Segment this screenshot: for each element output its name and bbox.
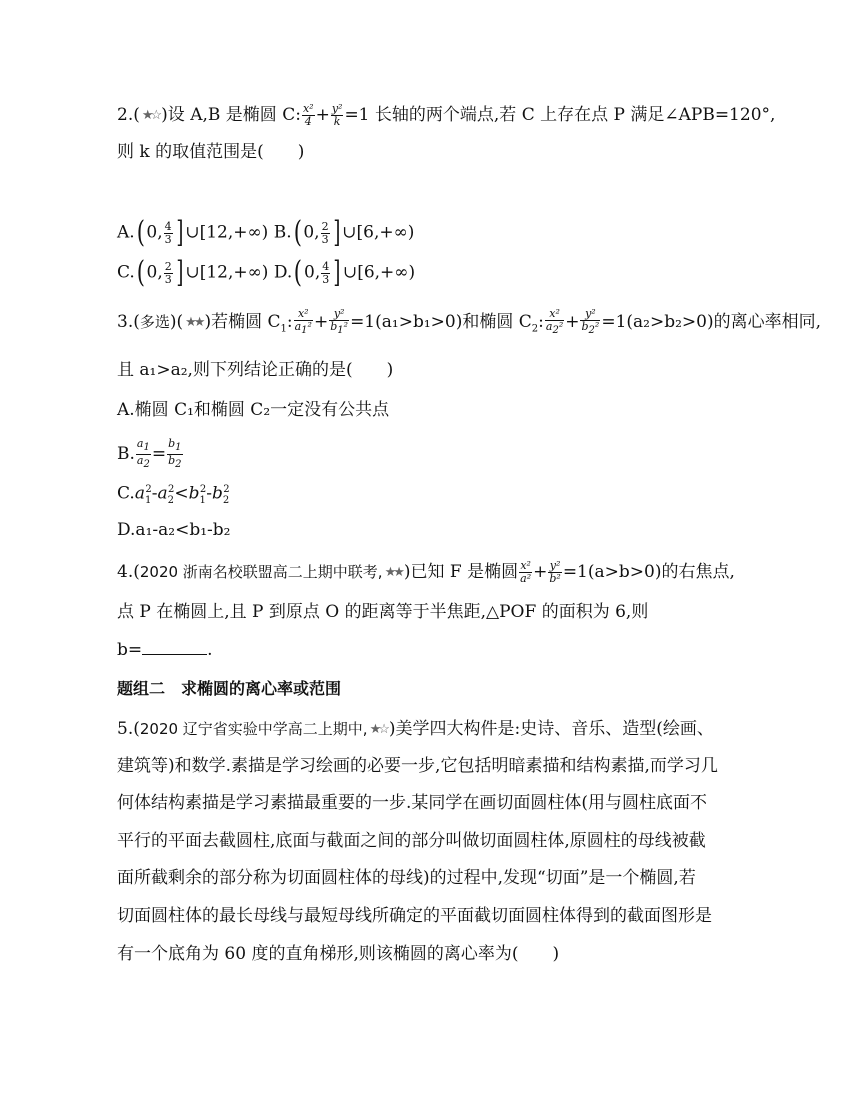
q2-number: 2.( [117,105,140,125]
fraction-y2-over-k: $\frac{\text{y²}}{k}$ [331,102,343,128]
multi-select-tag: 多选 [139,313,170,332]
option-c-label: C. [117,262,135,283]
fraction-x2-over-4: $\frac{\text{x²}}{4}$ [302,102,314,128]
q4-line1: 4.(2020 浙南名校联盟高二上期中联考, ★★ )已知 F 是椭圆 $\frac{\text{x²}}{\text{a²}}$ + $\frac{\text{y²}}{\text{b²}}$ =1(a>b>0)的右焦点, [117,559,735,585]
q3-option-a: A.椭圆 C₁和椭圆 C₂一定没有公共点 [117,400,390,420]
option-b-label: B. [273,222,292,243]
q5-line7: 有一个底角为 60 度的直角梯形,则该椭圆的离心率为( ) [117,944,560,964]
q2-options-cd: C.( 0, $\frac{2}{3}$ ] ∪[12,+∞) D.( 0, $\frac{4}{3}$ ] ∪[6,+∞) [117,255,416,290]
q2-options-ab: A.( 0, $\frac{4}{3}$ ] ∪[12,+∞) B.( 0, $\frac{2}{3}$ ] ∪[6,+∞) [117,215,415,250]
difficulty-star-icon: ★★ [185,314,203,330]
q5-line3: 何体结构素描是学习素描最重要的一步.某同学在画切面圆柱体(用与圆柱底面不 [117,793,708,813]
q5-line2: 建筑等)和数学.素描是学习绘画的必要一步,它包括明暗素描和结构素描,而学习几 [117,756,718,776]
q5-line6: 切面圆柱体的最长母线与最短母线所确定的平面截切面圆柱体得到的截面图形是 [117,906,712,926]
q5-source: 2020 辽宁省实验中学高二上期中, [139,720,368,738]
q3-option-c: $C.a_1^2-a_2^2<b_1^2-b_2^2$ [117,483,230,507]
option-a-label: A. [117,222,135,243]
q5-line5: 面所截剩余的部分称为切面圆柱体的母线)的过程中,发现“切面”是一个椭圆,若 [117,868,696,888]
q2-line1: 2.( ★☆ )设 A,B 是椭圆 C: $\frac{\text{x²}}{4}$ + $\frac{\text{y²}}{k}$ =1 长轴的两个端点,若 C 上存在点 P 满足∠APB=120°, [117,102,776,128]
difficulty-star-icon: ★★ [384,564,402,580]
answer-blank[interactable] [142,638,207,655]
q4-source: 2020 浙南名校联盟高二上期中联考, [139,563,383,581]
q5-line1: 5.(2020 辽宁省实验中学高二上期中, ★☆ )美学四大构件是:史诗、音乐、造型(绘画、 [117,717,750,741]
difficulty-star-icon: ★☆ [369,721,387,737]
q3-line2: 且 a₁>a₂,则下列结论正确的是( ) [117,360,394,380]
q3-line1: 3.(多选)( ★★ )若椭圆 $C_1$: $\frac{\text{x²}}{a_1^2}$ + $\frac{\text{y²}}{b_1^2}$ =1(a₁>b₁>0)和椭圆 $C_2$: $\frac{\text{x²}}{a_2^2}$ + $\frac{\text{y²}}{b_2^2}$ =1(a₂>b₂>0)的离心率相同, [117,307,822,337]
difficulty-star-icon: ★☆ [141,107,160,123]
q4-line2: 点 P 在椭圆上,且 P 到原点 O 的距离等于半焦距,△POF 的面积为 6,则 [117,602,649,622]
q3-option-b: B. $\frac{a_1}{a_2}$ = $\frac{b_1}{b_2}$ [117,437,182,471]
section-heading: 题组二 求椭圆的离心率或范围 [117,679,342,698]
q2-line2: 则 k 的取值范围是( ) [117,142,305,162]
q5-line4: 平行的平面去截圆柱,底面与截面之间的部分叫做切面圆柱体,原圆柱的母线被截 [117,831,706,851]
option-d-label: D. [273,262,293,283]
q3-option-d: D.a₁-a₂<b₁-b₂ [117,520,231,540]
q4-line3: b= . [117,640,213,660]
